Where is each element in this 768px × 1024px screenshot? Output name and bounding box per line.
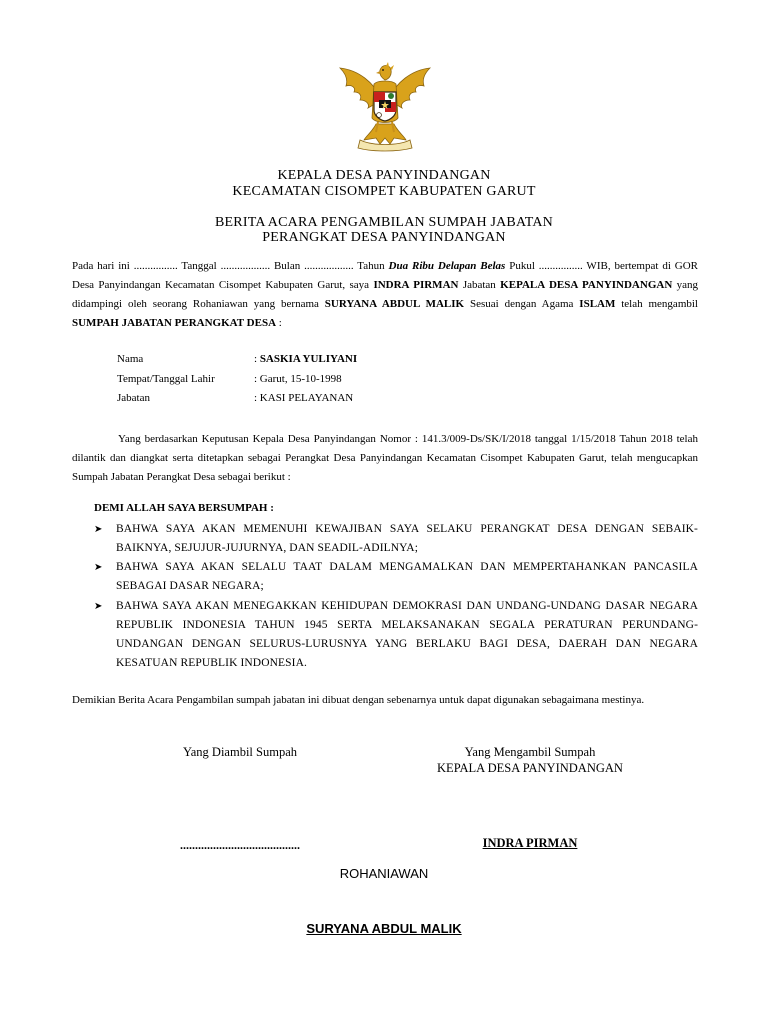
- oath-heading: DEMI ALLAH SAYA BERSUMPAH :: [94, 502, 274, 514]
- intro-text-6: telah mengambil: [615, 298, 698, 310]
- rohaniawan-name: SURYANA ABDUL MALIK: [324, 298, 465, 310]
- arrowhead-bullet-icon: ➤: [94, 601, 103, 612]
- document-subtitle: PERANGKAT DESA PANYINDANGAN: [262, 230, 506, 245]
- oath-item: [94, 597, 698, 673]
- officiant-name: INDRA PIRMAN: [373, 279, 459, 291]
- identity-value-position: : KASI PELAYANAN: [254, 392, 354, 404]
- identity-value-name: : SASKIA YULIYANI: [254, 353, 358, 365]
- arrowhead-bullet-icon: ➤: [94, 524, 103, 535]
- intro-text-7: :: [276, 317, 282, 329]
- intro-text-2: Pukul ................ WIB, bertempat di GOR Desa Panyindangan Kecamatan Cisompet Kabupaten Garut, saya: [72, 260, 698, 291]
- identity-label-name: Nama: [117, 353, 144, 365]
- oath-item-text: BAHWA SAYA AKAN MENEGAKKAN KEHIDUPAN DEMOKRASI DAN UNDANG-UNDANG DASAR NEGARA REPUBLIK INDONESIA TAHUN 1945 SERTA MELAKSANAKAN SEGALA PERATURAN PERUNDANG-UNDANGAN DENGAN SELURUS-LURUSNYA YANG BERLAKU BAGI DESA, DAERAH DAN NEGARA KESATUAN REPUBLIK INDONESIA.: [116, 600, 698, 669]
- institution-district: KECAMATAN CISOMPET KABUPATEN GARUT: [232, 184, 536, 199]
- arrowhead-bullet-icon: ➤: [94, 562, 103, 573]
- identity-label-birth: Tempat/Tanggal Lahir: [117, 373, 215, 385]
- oath-item: [94, 520, 698, 558]
- signee-label: Yang Diambil Sumpah: [182, 745, 297, 759]
- officiant-position: KEPALA DESA PANYINDANGAN: [500, 279, 673, 291]
- oath-item-text: BAHWA SAYA AKAN MEMENUHI KEWAJIBAN SAYA SELAKU PERANGKAT DESA DENGAN SEBAIK-BAIKNYA, SEJUJUR-JUJURNYA, DAN SEADIL-ADILNYA;: [116, 523, 698, 554]
- intro-text-3: Jabatan: [458, 279, 501, 291]
- officiant-label: Yang Mengambil Sumpah: [464, 745, 596, 759]
- intro-text-4: yang didampingi oleh seorang Rohaniawan yang bernama: [72, 279, 699, 310]
- garuda-icon: [336, 62, 434, 152]
- oath-item: [94, 558, 698, 596]
- intro-text-1: Pada hari ini ................ Tanggal .................. Bulan .................. Tahun: [72, 260, 389, 272]
- witness-name: SURYANA ABDUL MALIK: [306, 921, 462, 936]
- witness-label: ROHANIAWAN: [339, 866, 429, 881]
- document-title: BERITA ACARA PENGAMBILAN SUMPAH JABATAN: [215, 215, 553, 230]
- identity-value-birth: : Garut, 15-10-1998: [254, 373, 342, 385]
- identity-label-position: Jabatan: [117, 392, 150, 404]
- garuda-pancasila-emblem: [336, 62, 434, 152]
- religion: ISLAM: [579, 298, 616, 310]
- institution-name: KEPALA DESA PANYINDANGAN: [277, 168, 491, 183]
- signee-name-blank: ........................................: [180, 838, 300, 852]
- officiant-signature-name: INDRA PIRMAN: [482, 836, 578, 850]
- closing-paragraph: Demikian Berita Acara Pengambilan sumpah jabatan ini dibuat dengan sebenarnya untuk dapat digunakan sebagaimana mestinya.: [72, 694, 645, 706]
- oath-item-text: BAHWA SAYA AKAN SELALU TAAT DALAM MENGAMALKAN DAN MEMPERTAHANKAN PANCASILA SEBAGAI DASAR NEGARA;: [116, 561, 698, 592]
- intro-paragraph: [72, 257, 698, 333]
- year-in-words: Dua Ribu Delapan Belas: [388, 260, 506, 272]
- oath-type: SUMPAH JABATAN PERANGKAT DESA: [72, 317, 277, 329]
- officiant-title: KEPALA DESA PANYINDANGAN: [437, 761, 623, 775]
- intro-text-5: Sesuai dengan Agama: [464, 298, 580, 310]
- decree-paragraph: Yang berdasarkan Keputusan Kepala Desa Panyindangan Nomor : 141.3/009-Ds/SK/I/2018 tanggal 1/15/2018 Tahun 2018 telah dilantik dan diangkat serta ditetapkan sebagai Perangkat Desa Panyindangan Kecamatan Cisompet Kabupaten Garut, telah mengucapkan Sumpah Jabatan Perangkat Desa sebagai berikut :: [72, 433, 698, 483]
